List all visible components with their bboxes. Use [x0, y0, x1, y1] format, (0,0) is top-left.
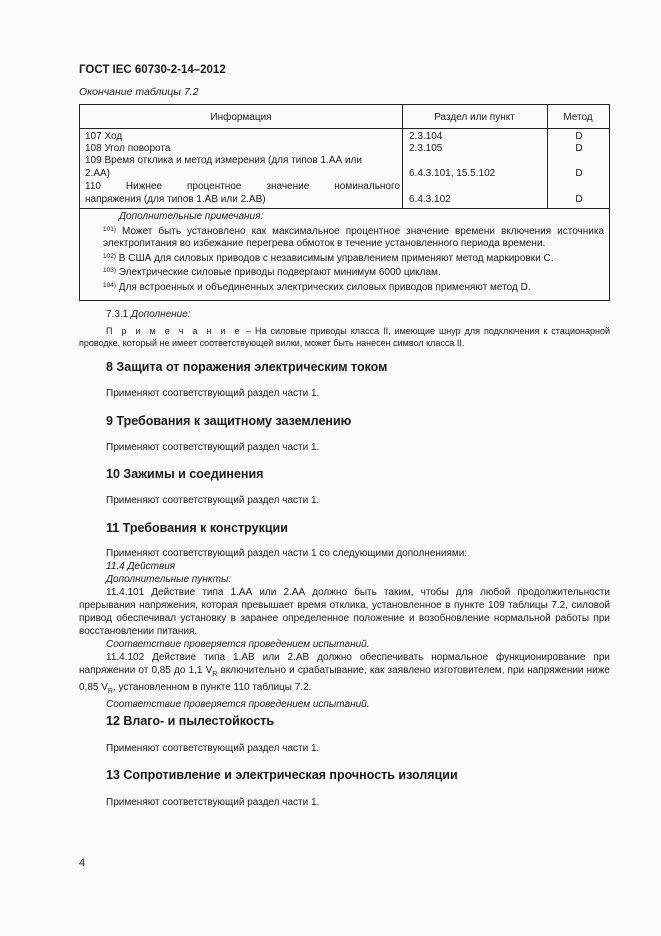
section-11-body	[79, 547, 610, 711]
page-number: 4	[79, 857, 86, 869]
section-10-text: Применяют соответствующий раздел части 1.	[106, 495, 320, 506]
section-9-title: 9 Требования к защитному заземлению	[106, 414, 352, 428]
document-header: ГОСТ IEC 60730-2-14–2012	[79, 64, 226, 76]
conformity-note: Соответствие проверяется проведением испытаний.	[106, 639, 370, 650]
clause-text: , установленном в пункте 110 таблицы 7.2.	[112, 682, 312, 693]
clause-number: 7.3.1	[106, 309, 129, 320]
section-11-intro: Применяют соответствующий раздел части 1 со следующими дополнениями:	[106, 548, 468, 559]
clause-label: Дополнение:	[131, 309, 191, 320]
table-note	[85, 251, 604, 266]
section-12-title: 12 Влаго- и пылестойкость	[106, 714, 275, 728]
clause-text: 11.4.102 Действие типа 1.АВ или 2.АВ должно обеспечивать нормальное функционирование при напряжении от 0,85 до 1,1 V	[79, 652, 610, 676]
table-row-method: D	[575, 168, 583, 179]
note-7-3-1	[79, 325, 610, 349]
table-row-method: D	[575, 194, 583, 205]
table-row-info-line: 110 Нижнее процентное значение номинального	[85, 181, 400, 192]
subclause-11-4: 11.4 Действия	[106, 561, 176, 572]
additional-items-label: Дополнительные пункты:	[106, 574, 232, 585]
table-7-2	[79, 104, 610, 301]
table-notes-divider	[80, 208, 609, 209]
note-text: В США для силовых приводов с независимым управлением применяют метод маркировки С.	[118, 252, 554, 264]
table-row-info	[85, 181, 400, 206]
clause-11-4-101: 11.4.101 Действие типа 1.АА или 2.АА должно быть таким, чтобы для любой продолжительности прерывания напряжения, которая превышает время отклика, установленное в пункте 109 таблицы 7.2, силовой привод обеспечивал установку в заранее определенное положение и возобновление нормальной работы при восстановлении питания.	[79, 587, 610, 637]
header-method: Метод	[563, 112, 593, 123]
table-row-section: 2.3.104	[409, 131, 443, 142]
note-text: Для встроенных и объединенных электрических силовых приводов применяют метод D.	[118, 281, 531, 293]
section-13-title: 13 Сопротивление и электрическая прочность изоляции	[106, 768, 458, 782]
section-8-title: 8 Защита от поражения электрическим током	[106, 360, 388, 374]
clause-11-4-102	[79, 651, 610, 698]
section-13-text: Применяют соответствующий раздел части 1.	[106, 797, 320, 808]
table-note	[85, 280, 604, 295]
subscript-r: R	[107, 688, 113, 695]
table-row-section: 6.4.3.102	[409, 194, 451, 205]
clause-7-3-1	[106, 308, 191, 321]
table-row-info-line: напряжения (для типов 1.АВ или 2.АВ)	[85, 193, 266, 205]
section-9-text: Применяют соответствующий раздел части 1.	[106, 442, 320, 453]
section-11-title: 11 Требования к конструкции	[106, 521, 288, 535]
section-10-title: 10 Зажимы и соединения	[106, 467, 264, 481]
section-8-text: Применяют соответствующий раздел части 1.	[106, 388, 320, 399]
notes-title: Дополнительные примечания:	[119, 211, 264, 222]
conformity-note: Соответствие проверяется проведением испытаний.	[106, 699, 370, 710]
table-row-info-line: 2.АА)	[85, 167, 111, 179]
note-marker: 103)	[103, 267, 117, 274]
note-marker: 102)	[103, 252, 117, 260]
note-marker: 101)	[103, 225, 117, 233]
table-row-method: D	[575, 143, 583, 154]
table-note	[85, 224, 604, 251]
table-row-method: D	[575, 131, 583, 142]
table-row-info: 107 Ход	[85, 131, 123, 142]
subscript-r: R	[212, 671, 218, 678]
note-marker: 104)	[103, 281, 117, 289]
note-text: – На силовые приводы класса II, имеющие шнур для подключения к стационарной проводке, который не имеет соответствующей вилки, может быть нанесен символ класса II.	[79, 326, 610, 348]
header-info: Информация	[210, 112, 272, 123]
table-notes	[85, 211, 604, 294]
table-row-info: 108 Угол поворота	[85, 143, 171, 154]
header-section: Раздел или пункт	[434, 112, 515, 123]
note-label: П р и м е ч а н и е	[106, 326, 242, 336]
table-row-info	[85, 155, 400, 180]
table-row-section: 6.4.3.101, 15.5.102	[409, 168, 496, 179]
table-row-info-line: 109 Время отклика и метод измерения (для типов 1.АА или	[85, 155, 362, 166]
table-caption: Окончание таблицы 7.2	[79, 86, 199, 98]
note-text: Электрические силовые приводы подвергают минимум 6000 циклам.	[118, 267, 441, 278]
section-12-text: Применяют соответствующий раздел части 1.	[106, 743, 320, 754]
table-note	[85, 265, 604, 280]
note-text: Может быть установлено как максимальное процентное значение времени включения источника электропитания во избежание перегрева обмоток в течение установленного периода времени.	[103, 225, 605, 249]
table-row-section: 2.3.105	[409, 143, 443, 154]
clause-text: включительно и срабатывание, как заявлено изготовителем, при напряжении ниже 0,85 V	[79, 665, 610, 693]
